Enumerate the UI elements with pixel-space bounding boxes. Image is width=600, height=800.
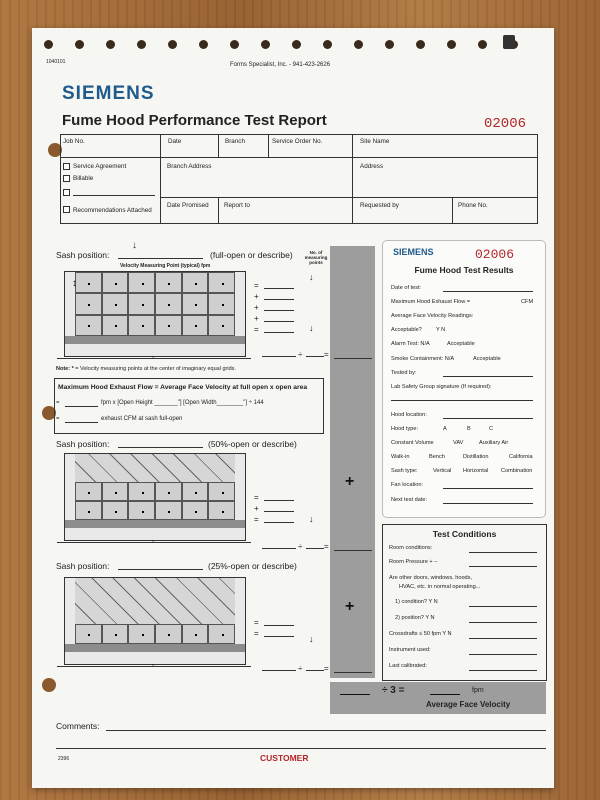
date-promised-label: Date Promised — [167, 202, 209, 209]
acceptable-label: Acceptable? — [391, 327, 422, 334]
perforation-hole — [416, 40, 425, 49]
service-order-label: Service Order No. — [272, 138, 323, 145]
measuring-point — [208, 482, 235, 501]
perforation-hole — [230, 40, 239, 49]
walk-in: Walk-in — [391, 454, 410, 461]
report-to-label: Report to — [224, 202, 250, 209]
dimension-mark: " — [152, 664, 155, 671]
height-arrow-icon: ↕ — [72, 278, 77, 289]
binder-hole — [42, 678, 56, 692]
equals-sign: + — [254, 504, 259, 513]
tested-by-label: Tested by: — [391, 369, 417, 376]
perforation-hole — [292, 40, 301, 49]
measuring-point — [155, 624, 182, 644]
type-c: C — [489, 426, 494, 432]
fill-in-line[interactable] — [469, 552, 537, 553]
measuring-point — [75, 501, 102, 520]
measuring-point — [75, 482, 102, 501]
arrow-down-icon: ↓ — [132, 240, 137, 251]
equals-sign: = — [254, 493, 259, 502]
measuring-point — [208, 624, 235, 644]
measuring-point — [182, 272, 209, 293]
measuring-point — [182, 482, 209, 501]
results-serial: 02006 — [475, 247, 515, 262]
perforation-hole — [106, 40, 115, 49]
points-label: No. of measuring points — [304, 250, 328, 265]
hood-type-label: Hood type: — [391, 426, 419, 432]
brand-logo: SIEMENS — [62, 83, 155, 104]
binding-clip — [503, 35, 515, 49]
equals-sign: = — [56, 400, 60, 406]
equals-sign: = — [324, 542, 329, 551]
measuring-point — [208, 315, 235, 336]
perforation-hole — [447, 40, 456, 49]
measuring-point — [102, 624, 129, 644]
billable-label: Billable — [73, 175, 94, 182]
comments-label: Comments: — [56, 721, 100, 731]
perforation-hole — [137, 40, 146, 49]
measuring-point — [182, 624, 209, 644]
divide-sign: ÷ — [298, 542, 303, 551]
equals-sign: + — [254, 292, 259, 301]
equals-sign: + — [254, 303, 259, 312]
perforation-hole — [478, 40, 487, 49]
measuring-point — [102, 272, 129, 293]
arrow-down-icon: ↓ — [309, 634, 314, 644]
alarm-ok-label: Acceptable — [447, 341, 475, 348]
service-agreement-label: Service Agreement — [73, 163, 127, 170]
equals-sign: = — [254, 618, 259, 627]
max-flow-title: Maximum Hood Exhaust Flow = Average Face Velocity at full open x open area — [58, 384, 308, 391]
measuring-point — [102, 482, 129, 501]
measuring-point — [182, 315, 209, 336]
sash3-label: Sash position: — [56, 561, 110, 571]
equals-sign: + — [254, 314, 259, 323]
note-text: = Velocity measuring points at the center of imaginary equal grids. — [75, 366, 236, 372]
equals-sign: = — [254, 325, 259, 334]
equals-sign: = — [324, 664, 329, 673]
average-face-velocity-bar — [330, 682, 546, 714]
branch-label: Branch — [225, 138, 245, 145]
equals-sign: = — [324, 350, 329, 359]
vmp-label: Velocity Measuring Point (typical) fpm — [120, 263, 211, 269]
fill-in-line[interactable] — [469, 670, 537, 671]
horizontal: Horizontal — [463, 468, 489, 475]
note-line — [56, 366, 236, 372]
crossdrafts: Crossdrafts ≤ 50 fpm Y N — [389, 631, 452, 637]
fill-in-line[interactable] — [469, 638, 537, 639]
measuring-point — [102, 293, 129, 314]
measuring-point — [102, 315, 129, 336]
measuring-point — [155, 315, 182, 336]
copy-label: CUSTOMER — [260, 753, 309, 763]
max-exhaust-label: Maximum Hood Exhaust Flow = — [391, 299, 471, 306]
perforation-hole — [354, 40, 363, 49]
hood-diagram-half — [64, 453, 246, 541]
measuring-point — [182, 501, 209, 520]
room-conditions: Room conditions: — [389, 545, 433, 551]
type-a: A — [443, 426, 447, 432]
measuring-point — [128, 482, 155, 501]
combination: Combination — [501, 468, 533, 475]
measuring-point — [208, 272, 235, 293]
fill-in-line[interactable] — [469, 654, 537, 655]
constant-volume: Constant Volume — [391, 440, 434, 447]
instrument-used: Instrument used: — [389, 647, 431, 653]
measuring-point — [75, 293, 102, 314]
report-sheet — [32, 28, 554, 788]
fill-in-line[interactable] — [469, 566, 537, 567]
avg-label: Average Face Velocity — [426, 700, 511, 709]
fill-in-line[interactable] — [443, 488, 533, 489]
type-b: B — [467, 426, 471, 432]
sash2-label: Sash position: — [56, 439, 110, 449]
equals-sign: = — [254, 629, 259, 638]
perforation-hole — [323, 40, 332, 49]
vertical: Vertical — [433, 468, 452, 475]
next-test-label: Next test date: — [391, 496, 428, 503]
recommendations-checkbox[interactable] — [63, 206, 70, 213]
measuring-point — [155, 272, 182, 293]
publisher-line: Forms Specialist, Inc. - 941-423-2626 — [230, 62, 331, 68]
fill-in-line[interactable] — [469, 606, 537, 607]
exhaust-cfm-label: exhaust CFM at sash full-open — [101, 416, 183, 422]
other-doors: Are other doors, windows, hoods, — [389, 575, 473, 581]
arrow-down-icon: ↓ — [309, 514, 314, 524]
equals-sign: = — [254, 281, 259, 290]
requested-by-label: Requested by — [360, 202, 399, 209]
branch-address-label: Branch Address — [167, 163, 212, 170]
avg-face-label: Average Face Velocity Readings: — [391, 313, 474, 320]
measuring-point — [128, 272, 155, 293]
date-label: Date — [168, 138, 182, 145]
lab-safety-label: Lab Safety Group signature (If required): — [391, 383, 492, 390]
perforation-hole — [261, 40, 270, 49]
form-code: 2396 — [58, 756, 70, 762]
measuring-point — [75, 315, 102, 336]
measuring-point — [155, 501, 182, 520]
job-no-label: Job No. — [63, 138, 85, 145]
measuring-point — [155, 482, 182, 501]
measuring-point — [182, 293, 209, 314]
position-question: 2) position? Y N — [395, 615, 435, 621]
sash1-desc: (full-open or describe) — [210, 250, 293, 260]
aux-air: Auxiliary Air — [479, 440, 509, 447]
california: California — [509, 454, 533, 461]
test-results-card — [382, 240, 546, 518]
measuring-point — [102, 501, 129, 520]
hood-diagram-full — [64, 271, 246, 357]
avg-divide: ÷ 3 = — [382, 685, 405, 696]
plus-sign: + — [345, 473, 355, 490]
serial-number: 02006 — [484, 116, 527, 132]
arrow-down-icon: ↓ — [309, 272, 314, 282]
perforation-hole — [168, 40, 177, 49]
yn-label: Y N — [436, 327, 446, 334]
recommendations-label: Recommendations Attached — [73, 207, 152, 214]
test-conditions-box — [382, 524, 547, 681]
measuring-point — [128, 315, 155, 336]
address-label: Address — [360, 163, 384, 170]
phone-no-label: Phone No. — [458, 202, 488, 209]
perforation-hole — [44, 40, 53, 49]
conditions-title: Test Conditions — [432, 529, 497, 539]
measuring-point — [75, 272, 102, 293]
results-brand: SIEMENS — [393, 247, 434, 257]
perforation-hole — [75, 40, 84, 49]
sash2-desc: (50%-open or describe) — [208, 439, 297, 449]
sash-type-label: Sash type: — [391, 468, 418, 475]
equals-sign: = — [56, 416, 60, 422]
alarm-label: Alarm Test: N/A — [391, 341, 430, 348]
vav: VAV — [453, 440, 464, 447]
form-number: 1040101 — [46, 59, 66, 65]
measuring-point — [128, 293, 155, 314]
equals-sign: = — [254, 515, 259, 524]
measuring-point — [155, 293, 182, 314]
date-of-test-label: Date of test: — [391, 285, 422, 291]
fill-in-line[interactable] — [443, 503, 533, 504]
plus-sign: + — [345, 598, 355, 615]
hood-location-label: Hood location: — [391, 411, 427, 418]
note-prefix: Note: * — [56, 366, 74, 372]
measuring-point — [208, 501, 235, 520]
measuring-point — [128, 624, 155, 644]
distillation: Distillation — [463, 454, 489, 461]
page-title: Fume Hood Performance Test Report — [62, 112, 327, 129]
other-checkbox[interactable] — [63, 189, 70, 196]
sash3-desc: (25%-open or describe) — [208, 561, 297, 571]
fill-in-line[interactable] — [443, 418, 533, 419]
dimension-mark: " — [152, 356, 155, 363]
bench: Bench — [429, 454, 445, 461]
billable-checkbox[interactable] — [63, 175, 70, 182]
site-name-label: Site Name — [360, 138, 390, 145]
fill-in-line[interactable] — [469, 622, 537, 623]
fill-in-line[interactable] — [443, 291, 533, 292]
measuring-point — [128, 501, 155, 520]
condition-question: 1) condition? Y N — [395, 599, 438, 605]
perforation-hole — [385, 40, 394, 49]
sash1-label: Sash position: — [56, 250, 110, 260]
smoke-label: Smoke Containment: N/A — [391, 355, 455, 362]
hood-diagram-quarter — [64, 577, 246, 665]
service-agreement-checkbox[interactable] — [63, 163, 70, 170]
last-calibrated: Last calibrated: — [389, 663, 427, 669]
smoke-ok-label: Acceptable — [473, 355, 501, 362]
hvac-line: HVAC, etc. in normal operating... — [399, 584, 481, 590]
arrow-down-icon: ↓ — [309, 323, 314, 333]
measuring-point — [208, 293, 235, 314]
room-pressure: Room Pressure + – — [389, 559, 438, 565]
fill-in-line[interactable] — [443, 376, 533, 377]
max-flow-formula: fpm x [Open Height _______"] [Open Width________"] ÷ 144 — [101, 400, 264, 406]
divide-sign: ÷ — [298, 350, 303, 359]
avg-fpm: fpm — [472, 687, 484, 694]
cfm-label: CFM — [521, 299, 534, 306]
measuring-point — [75, 624, 102, 644]
divide-sign: ÷ — [298, 664, 303, 673]
fan-location-label: Fan location: — [391, 482, 424, 489]
perforation-hole — [199, 40, 208, 49]
results-title: Fume Hood Test Results — [414, 265, 514, 275]
dimension-mark: " — [152, 540, 155, 547]
